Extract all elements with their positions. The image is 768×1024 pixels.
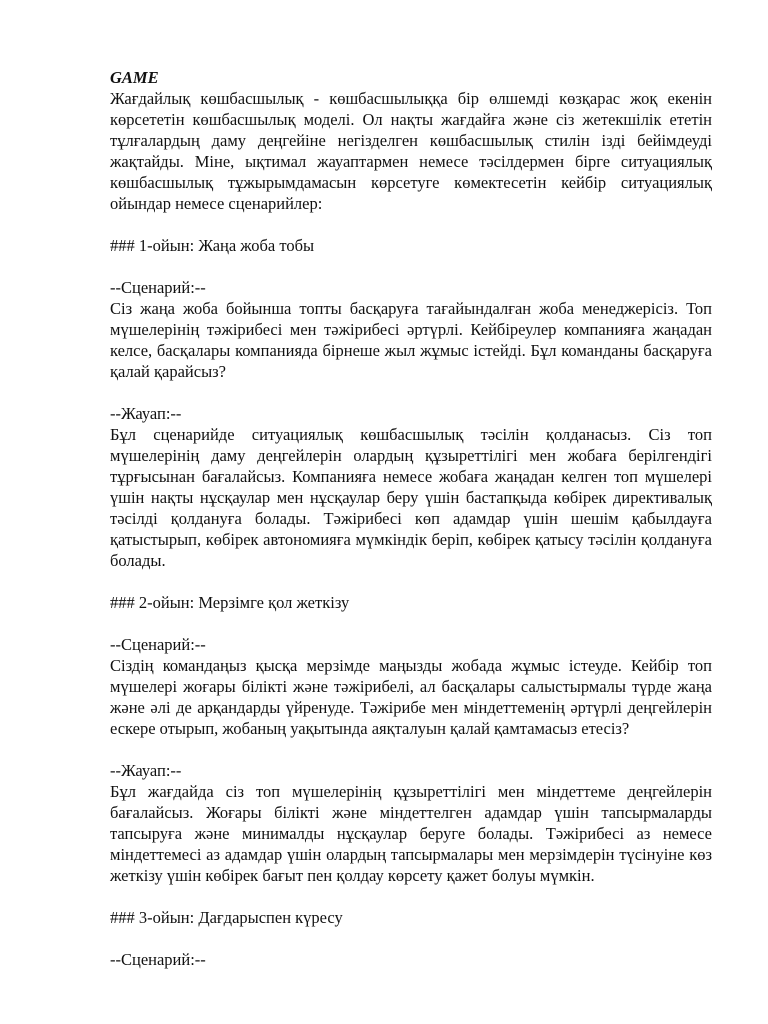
game-1-answer: Бұл сценарийде ситуациялық көшбасшылық тәсілін қолданасыз. Сіз топ мүшелерінің даму деңгейлерін олардың құзыреттілігі мен жобаға берілгендігі тұрғысынан бағалайсыз. Компанияға немесе жобаға жаңадан келген топ мүшелері үшін нақты нұсқаулар мен нұсқаулар беру үшін бастапқыда көбірек директивалық тәсілді қолдануға болады. Тәжірибесі көп адамдар үшін шешім қабылдауға қатыстырып, көбірек автономияға мүмкіндік беріп, көбірек қатысу тәсілін қолдануға болады. (110, 425, 712, 570)
spacer (110, 613, 712, 634)
game-2-answer: Бұл жағдайда сіз топ мүшелерінің құзыреттілігі мен міндеттеме деңгейлерін бағалайсыз. Жоғары білікті және міндеттелген адамдар үшін тапсырмаларды тапсыруға және минималды нұсқаулар беруге болады. Тәжірибесі аз немесе міндеттемесі аз адамдар үшін олардың тапсырмалары мен мерзімдерін түсінуіне көз жеткізу үшін көбірек бағыт пен қолдау көрсету қажет болуы мүмкін. (110, 782, 712, 885)
spacer (110, 886, 712, 907)
spacer (110, 256, 712, 277)
game-3-heading: ### 3-ойын: Дағдарыспен күресу (110, 908, 343, 927)
intro-paragraph: Жағдайлық көшбасшылық - көшбасшылыққа бір өлшемді көзқарас жоқ екенін көрсететін көшбасшылық моделі. Ол нақты жағдайға және сіз жетекшілік ететін тұлғалардың даму деңгейіне негізделген көшбасшылық стилін ізді бейімдеуді жақтайды. Міне, ықтимал жауаптармен немесе тәсілдермен бірге ситуациялық көшбасшылық тұжырымдамасын көрсетуге көмектесетін кейбір ситуациялық ойындар немесе сценарийлер: (110, 89, 712, 213)
spacer (110, 739, 712, 760)
game-2-scenario-label: --Сценарий:-- (110, 635, 206, 654)
game-3-scenario-label: --Сценарий:-- (110, 950, 206, 969)
game-1-scenario-label: --Сценарий:-- (110, 278, 206, 297)
document-title: GAME (110, 68, 159, 87)
game-1-heading: ### 1-ойын: Жаңа жоба тобы (110, 236, 315, 255)
spacer (110, 382, 712, 403)
spacer (110, 928, 712, 949)
game-1-answer-label: --Жауап:-- (110, 404, 182, 423)
spacer (110, 214, 712, 235)
game-1-scenario: Сіз жаңа жоба бойынша топты басқаруға тағайындалған жоба менеджерісіз. Топ мүшелерінің тәжірибесі мен тәжірибесі әртүрлі. Кейбіреулер компанияға жаңадан келсе, басқалары компанияда бірнеше жыл жұмыс істейді. Бұл команданы басқаруға қалай қарайсыз? (110, 299, 712, 381)
game-2-answer-label: --Жауап:-- (110, 761, 182, 780)
spacer (110, 571, 712, 592)
game-2-scenario: Сіздің командаңыз қысқа мерзімде маңызды жобада жұмыс істеуде. Кейбір топ мүшелері жоғары білікті және тәжірибелі, ал басқалары салыстырмалы түрде жаңа және әлі де арқандарды үйренуде. Тәжірибе мен міндеттеменің әртүрлі деңгейлерін ескере отырып, жобаның уақытында аяқталуын қалай қамтамасыз етесіз? (110, 656, 712, 738)
game-2-heading: ### 2-ойын: Мерзімге қол жеткізу (110, 593, 350, 612)
